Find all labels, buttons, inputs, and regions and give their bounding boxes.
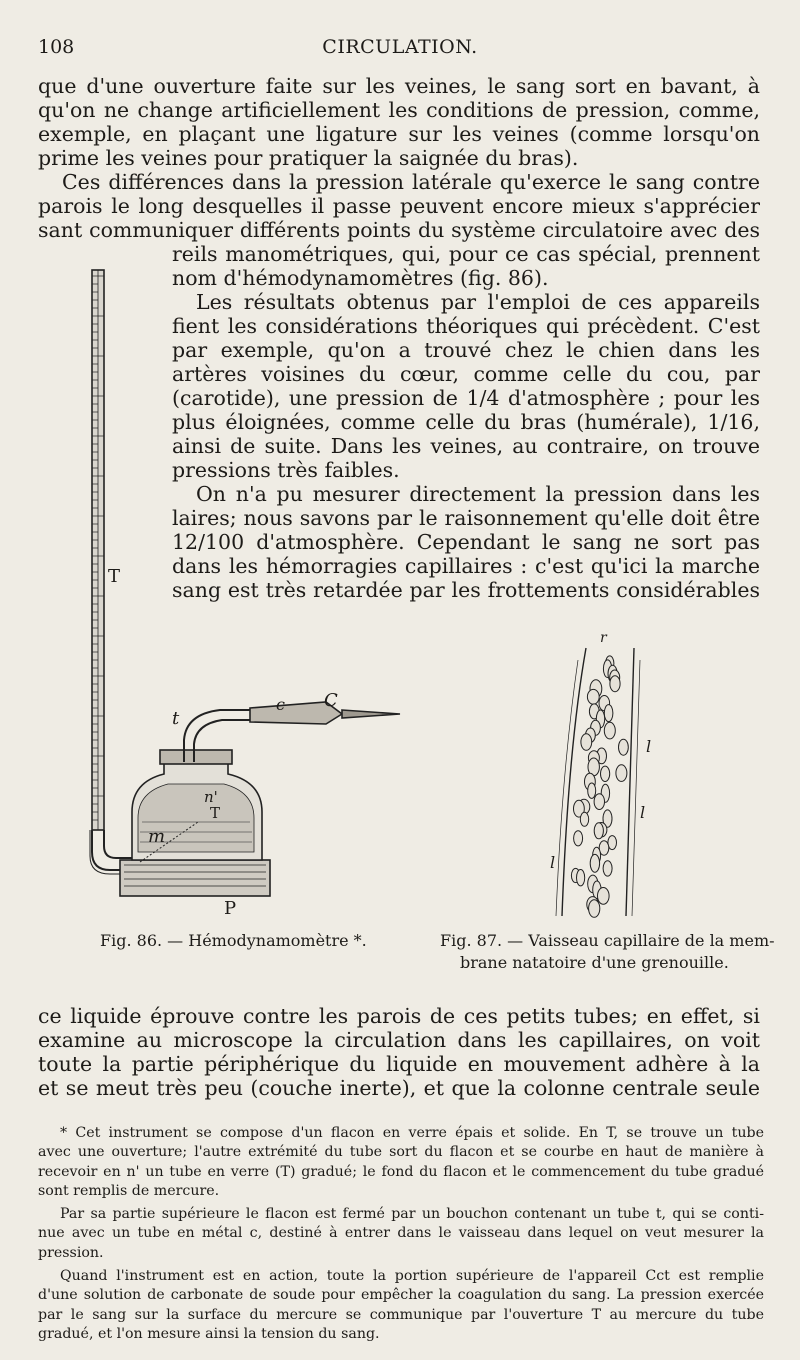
footnote-line: * Cet instrument se compose d'un flacon en verre épais et solide. En T, se trouve un tube [60,1125,764,1141]
blood-cell [574,831,583,846]
blood-cell [616,765,627,782]
blood-cell [601,766,610,781]
text-line: sang est très retardée par les frottements considérables [172,578,760,602]
text-line: toute la partie périphérique du liquide en mouvement adhère à la [38,1052,760,1076]
text-line: sant communiquer différents points du système circulatoire avec des [38,218,760,242]
vessel-wall-right [626,648,634,916]
text-line: nom d'hémodynamomètres (fig. 86). [172,266,549,290]
label-t: t [172,708,180,729]
text-line: plus éloignées, comme celle du bras (humérale), 1/16, [172,410,760,434]
blood-cell [581,734,592,751]
text-line: laires; nous savons par le raisonnement qu'elle doit être [172,506,760,530]
label-c: c [276,695,285,714]
text-line: ainsi de suite. Dans les veines, au contraire, on trouve [172,434,760,458]
blood-cell [594,823,603,839]
text-line: Les résultats obtenus par l'emploi de ces appareils [196,290,760,314]
caption-fig-87-line2: brane natatoire d'une grenouille. [460,953,729,972]
blood-cell [590,854,599,872]
label-C: C [324,690,338,711]
text-line: pressions très faibles. [172,458,400,482]
text-line: Ces différences dans la pression latérale qu'exerce le sang contre [62,170,760,194]
footnote-line: sont remplis de mercure. [38,1182,220,1199]
footnote-line: nue avec un tube en métal c, destiné à entrer dans le vaisseau dans lequel on veut mesurer la [38,1225,764,1242]
figure-86-hemodynamometer [80,262,410,932]
text-line: reils manométriques, qui, pour ce cas spécial, prennent [172,242,760,266]
footnote-line: avec une ouverture; l'autre extrémité du tube sort du flacon et se courbe en haut de manière à [38,1144,764,1161]
text-line: fient les considérations théoriques qui précèdent. C'est [172,314,760,338]
label-r: r [600,630,607,646]
blood-cell [589,900,600,918]
caption-fig-87-line1: Fig. 87. — Vaisseau capillaire de la mem- [440,931,775,950]
text-line: parois le long desquelles il passe peuvent encore mieux s'apprécier [38,194,760,218]
text-line: que d'une ouverture faite sur les veines, le sang sort en bavant, à [38,74,760,98]
blood-cell [588,783,596,798]
footnote-line: d'une solution de carbonate de soude pour empêcher la coagulation du sang. La pression exercée [38,1287,764,1304]
text-line: (carotide), une pression de 1/4 d'atmosphère ; pour les [172,386,760,410]
footnote-line: recevoir en n' un tube en verre (T) gradué; le fond du flacon et le commencement du tube gradué [38,1163,764,1180]
blood-cell [594,794,604,810]
text-line: qu'on ne change artificiellement les conditions de pression, comme, [38,98,760,122]
text-line: ce liquide éprouve contre les parois de ces petits tubes; en effet, si [38,1004,760,1028]
label-P: P [224,898,237,919]
blood-cell [610,676,620,692]
base [120,860,270,896]
footnote-line: Par sa partie supérieure le flacon est fermé par un bouchon contenant un tube t, qui se conti- [60,1206,764,1223]
page-header [38,36,762,62]
blood-cell [598,888,610,905]
label-T-inner: T [210,804,221,822]
needle [342,710,400,718]
footnote [38,1124,764,1344]
label-l-top: l [646,737,652,756]
text-line: 12/100 d'atmosphère. Cependant le sang ne sort pas [172,530,760,554]
label-l-mid: l [640,803,646,822]
text-line: prime les veines pour pratiquer la saignée du bras). [38,146,579,170]
blood-cell [580,812,588,826]
caption-fig-86: Fig. 86. — Hémodynamomètre *. [100,931,367,950]
label-n: n' [204,788,218,806]
footnote-line: gradué, et l'on mesure ainsi la tension du sang. [38,1325,380,1342]
stopper [160,750,232,764]
text-line: dans les hémorragies capillaires : c'est qu'ici la marche [172,554,760,578]
text-line: et se meut très peu (couche inerte), et que la colonne centrale seule [38,1076,760,1100]
label-T-tube: T [108,566,121,587]
page-number: 108 [38,36,75,58]
blood-cell [604,705,613,722]
blood-cell [587,689,599,704]
footnote-line: pression. [38,1244,104,1261]
text-line: artères voisines du cœur, comme celle du cou, par [172,362,760,386]
text-line: par exemple, qu'on a trouvé chez le chien dans les [172,338,760,362]
text-line: examine au microscope la circulation dans les capillaires, on voit [38,1028,760,1052]
text-line: exemple, en plaçant une ligature sur les veines (comme lorsqu'on [38,122,760,146]
footnote-line: par le sang sur la surface du mercure se communique par l'ouverture T au mercure du tube [38,1306,764,1323]
label-m: m [148,826,166,847]
blood-cell [604,722,615,739]
label-l-bottom: l [550,853,556,872]
figure-87-capillary [548,630,654,920]
blood-cell [603,861,612,876]
blood-cell [619,739,629,755]
running-title: CIRCULATION. [322,36,478,58]
footnote-line: Quand l'instrument est en action, toute la portion supérieure de l'appareil Cct est remplie [60,1268,764,1285]
blood-cell [577,870,585,886]
text-line: On n'a pu mesurer directement la pression dans les [196,482,760,506]
